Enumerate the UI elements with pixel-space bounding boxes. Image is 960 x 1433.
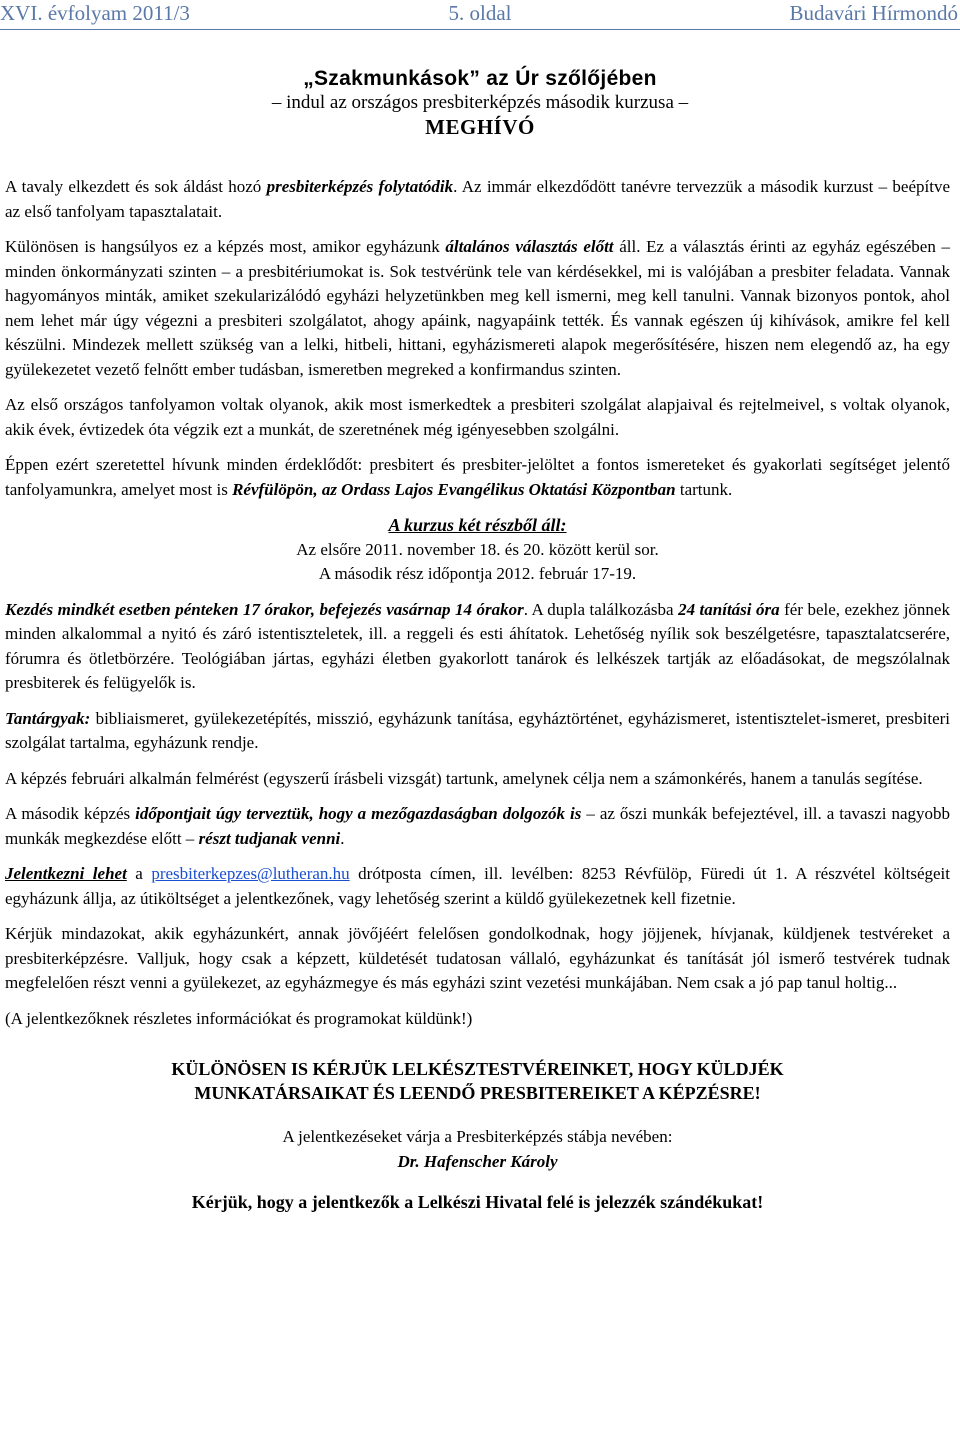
subjects-list: bibliaismeret, gyülekezetépítés, misszió, egyházunk tanítása, egyháztörténet, egyházismeret, istentisztelet-ismeret, presbiteri szolgálat tartalma, egyházunk rendje. <box>5 708 950 752</box>
invitation-heading: MEGHÍVÓ <box>425 115 535 139</box>
text-run: tartunk. <box>675 479 733 499</box>
text-run: Éppen ezért szeretettel hívunk minden érdeklődőt: presbitert és presbiter-jelöltet a fontos ismereteket és gyakorlati segítséget jelentő tanfolyamunkra, amelyet most is <box>5 455 950 499</box>
paragraph-election <box>5 235 950 382</box>
course-date-first: Az elsőre 2011. november 18. és 20. között kerül sor. <box>296 539 659 559</box>
text-run: Különösen is hangsúlyos ez a képzés most, amikor egyházunk <box>5 237 446 256</box>
article-title-block <box>0 66 960 140</box>
text-run: a <box>126 864 152 883</box>
schedule-text: Kezdés mindkét esetben pénteken 17 órakor, befejezés vasárnap 14 órakor <box>5 599 524 619</box>
paragraph-intro <box>5 175 950 224</box>
paragraph-info-note: (A jelentkezőknek részletes információkat és programokat küldünk!) <box>5 1008 473 1028</box>
pastor-appeal <box>5 1057 950 1105</box>
text-run: . A dupla találkozásba <box>523 599 679 619</box>
emphasis-text: időpontjait úgy terveztük, hogy a mezőgazdaságban dolgozók is <box>135 804 582 823</box>
emphasis-text: részt tudjanak venni <box>198 828 341 848</box>
text-run: áll. Ez a választás érinti az egyház egészében – minden önkormányzati szinten – a presbitériumokat is. Sok testvérünk tele van kérdésekkel, mi is valójában a presbiter feladata. Vannak hagyományos minták, amiket szekularizálódó egyházi helyzetünkben meg kell ismerni, meg kell tanulni. Vannak bizonyos pontok, ahol nem lehet már úgy végezni a presbiteri szolgálatot, ahogy apáink, nagyapáink tették. És vannak egészen új kihívások, amikre fel kell készülni. Mindezek mellett szükség van a lelki, hitbeli, hittani, egyházismereti alapok megerősítésére, hiszen nem elegendő az, ha egy gyülekezetet vezető felnőtt ember tudásban, ismeretben megreked a konfirmandus szinten. <box>5 237 950 379</box>
paragraph-timing <box>5 802 950 851</box>
header-rule <box>0 29 960 30</box>
emphasis-text: 24 tanítási óra <box>678 599 780 619</box>
paragraph-invitation <box>5 453 950 502</box>
course-dates <box>5 513 950 587</box>
paragraph-registration <box>5 862 950 911</box>
page-number: 5. oldal <box>448 1 512 25</box>
emphasis-text: általános választás előtt <box>445 237 614 256</box>
course-heading: A kurzus két részből áll: <box>388 515 567 535</box>
text-run: drótposta címen, ill. levélben: 8253 Révfülöp, Füredi út 1. A részvétel költségeit egyházunk állja, az útiköltséget a jelentkezőnek, vagy lehetőség szerint a küldő gyülekezetnek kell fizetnie. <box>5 864 951 908</box>
article-body <box>5 175 950 1214</box>
text-run: . <box>340 828 345 848</box>
subjects-label: Tantárgyak: <box>5 708 91 728</box>
paragraph-schedule <box>5 598 950 696</box>
signature-intro: A jelentkezéseket várja a Presbiterképzés stábja nevében: <box>282 1127 673 1146</box>
article-title: „Szakmunkások” az Úr szőlőjében <box>303 67 657 90</box>
text-run: fér bele, ezekhez jönnek minden alkalommal a nyitó és záró istentiszteletek, ill. a reggeli és esti áhítatok. Lehetőség nyílik sok beszélgetésre, tapasztalatcserére, fórumra és ötletbörzére. Teológiában jártas, egyházi életben gyakorlott tanárok és lelkészek tartják az előadásokat, de megszólalnak presbiterek és felügyelők is. <box>5 599 950 692</box>
paragraph-appeal-text: Kérjük mindazokat, akik egyházunkért, annak jövőjéért felelősen gondolkodnak, hogy jöjjenek, hívjanak, küldjenek testvéreket a presbiterképzésre. Valljuk, hogy csak a képzett, küldetését tudatosan vállaló, egyházunkat és tanítását jól ismerő testvérek tudnak megfelelően részt venni a gyülekezet, az egyházmegye és más egyházi szint vezetési munkájában. Nem csak a jó pap tanul holtig... <box>5 924 950 992</box>
text-run: A tavaly elkezdett és sok áldást hozó <box>5 177 267 196</box>
appeal-line: KÜLÖNÖSEN IS KÉRJÜK LELKÉSZTESTVÉREINKET, HOGY KÜLDJÉK <box>171 1059 784 1079</box>
course-date-second: A második rész időpontja 2012. február 17-19. <box>318 564 637 583</box>
email-link[interactable]: presbiterkepzes@lutheran.hu <box>151 864 350 883</box>
appeal-line: MUNKATÁRSAIKAT ÉS LEENDŐ PRESBITEREIKET A KÉPZÉSRE! <box>194 1083 761 1103</box>
text-run: . Az immár elkezdődött tanévre tervezzük a második kurzust – beépítve az első tanfolyam tapasztalatait. <box>5 177 951 221</box>
registration-label: Jelentkezni lehet <box>5 864 127 883</box>
text-run: A második képzés <box>5 804 136 823</box>
venue-text: Révfülöpön, az Ordass Lajos Evangélikus Oktatási Központban <box>232 479 676 499</box>
paragraph-subjects <box>5 707 950 756</box>
emphasis-text: presbiterképzés folytatódik <box>266 177 454 196</box>
text-run: – az őszi munkák befejeztével, ill. a tavaszi nagyobb munkák megkezdése előtt – <box>5 804 951 848</box>
signature-name: Dr. Hafenscher Károly <box>397 1151 558 1171</box>
article-subtitle: – indul az országos presbiterképzés második kurzusa – <box>271 92 689 113</box>
issue-label: XVI. évfolyam 2011/3 <box>0 1 190 25</box>
signature-block <box>5 1125 950 1174</box>
closing-request: Kérjük, hogy a jelentkezők a Lelkészi Hivatal felé is jelezzék szándékukat! <box>191 1192 764 1212</box>
page-header <box>0 0 960 32</box>
paragraph-first-course: Az első országos tanfolyamon voltak olyanok, akik most ismerkedtek a presbiteri szolgálat alapjaival és rejtelmeivel, s voltak olyanok, akik évek, évtizedek óta végzik ezt a munkát, de szeretnének még igényesebben szolgálni. <box>5 395 950 439</box>
paragraph-assessment: A képzés februári alkalmán felmérést (egyszerű írásbeli vizsgát) tartunk, amelynek célja nem a számonkérés, hanem a tanulás segítése. <box>5 768 923 788</box>
publication-name: Budavári Hírmondó <box>789 1 958 25</box>
